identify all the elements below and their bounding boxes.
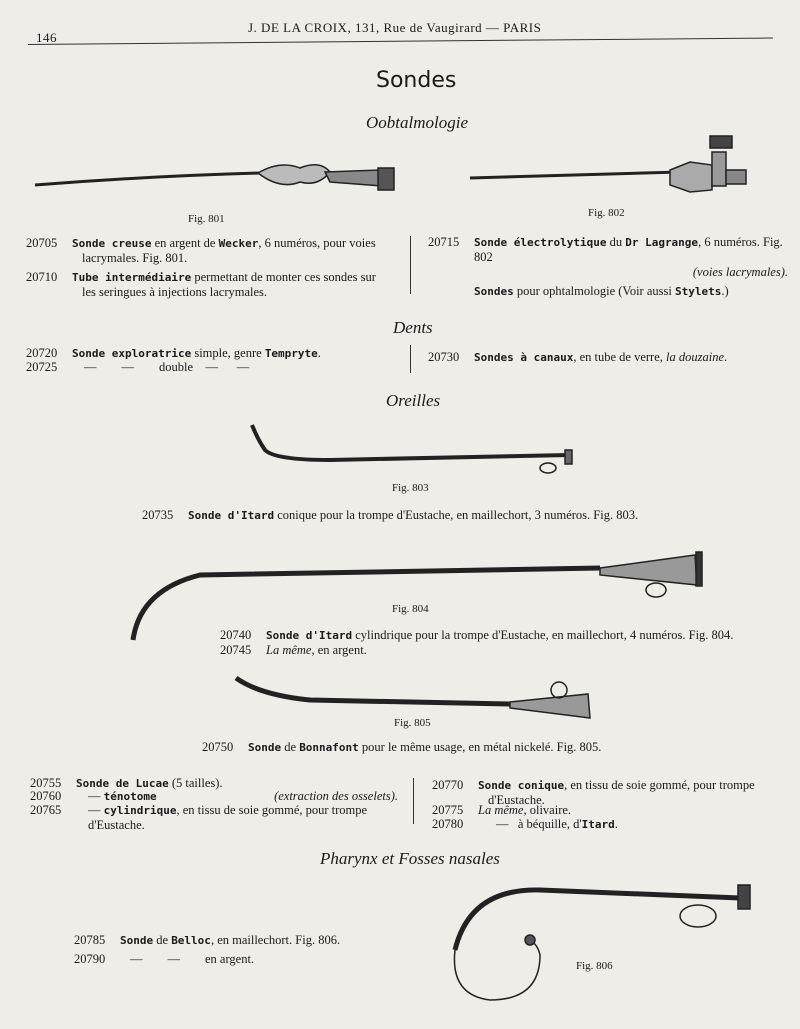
column-divider [410, 236, 411, 294]
catalog-number: 20710 [26, 270, 58, 284]
publisher-header: J. DE LA CROIX, 131, Rue de Vaugirard — PARIS [248, 20, 542, 35]
catalog-entry-sondes-ophtalmologie: Sondes pour ophtalmologie (Voir aussi Stylets.) [474, 284, 729, 298]
page-title: Sondes [376, 68, 457, 93]
catalog-entry-20785: Sonde de Belloc, en maillechort. Fig. 806. [120, 933, 341, 947]
catalog-entry-20790: — — en argent. [130, 952, 255, 966]
catalog-number: 20705 [26, 236, 58, 250]
fig-803-caption: Fig. 803 [392, 482, 429, 494]
catalog-number: 20750 [202, 740, 234, 754]
catalog-number: 20715 [428, 235, 460, 249]
catalog-entry-20735: Sonde d'Itard conique pour la trompe d'Eustache, en maillechort, 3 numéros. Fig. 803. [188, 508, 639, 522]
catalog-number: 20755 [30, 776, 62, 790]
catalog-number: 20745 [220, 643, 252, 657]
catalog-entry-20715: Sonde électrolytique du Dr Lagrange, 6 numéros. Fig. 802 (voies lacrymales). [474, 235, 788, 279]
section-dents: Dents [393, 318, 433, 337]
catalog-number: 20735 [142, 508, 174, 522]
catalog-entry-20745: La même, en argent. [266, 643, 367, 657]
catalog-number: 20765 [30, 803, 62, 817]
catalog-entry-20770: Sonde conique, en tissu de soie gommé, pour trompe d'Eustache. [478, 778, 755, 807]
fig-805-caption: Fig. 805 [394, 717, 431, 729]
section-oreilles: Oreilles [386, 391, 441, 410]
catalog-entry-20775: La même, olivaire. [478, 803, 572, 817]
fig-805-probe-illustration [236, 678, 590, 718]
catalog-number: 20790 [74, 952, 106, 966]
section-ophthalmologie: Oobtalmologie [366, 113, 468, 132]
fig-804-caption: Fig. 804 [392, 603, 429, 615]
catalog-entry-20725: — — double — — [84, 360, 250, 374]
fig-804-probe-illustration [133, 552, 702, 640]
catalog-entry-20705: Sonde creuse en argent de Wecker, 6 numéros, pour voies lacrymales. Fig. 801. [72, 236, 376, 265]
catalog-number: 20785 [74, 933, 106, 947]
catalog-entry-20765: — cylindrique, en tissu de soie gommé, pour trompe d'Eustache. [88, 803, 368, 832]
fig-802-caption: Fig. 802 [588, 207, 625, 219]
fig-803-probe-illustration [252, 425, 572, 473]
fig-801-caption: Fig. 801 [188, 213, 225, 225]
catalog-entry-20750: Sonde de Bonnafont pour le même usage, en métal nickelé. Fig. 805. [248, 740, 602, 754]
catalog-entry-20730: Sondes à canaux, en tube de verre, la douzaine. [474, 350, 728, 364]
fig-806-probe-illustration [454, 885, 750, 1000]
page-number: 146 [36, 30, 57, 45]
catalog-number: 20770 [432, 778, 464, 792]
column-divider [410, 345, 411, 373]
catalog-entry-20780: — à béquille, d'Itard. [496, 817, 618, 831]
catalog-entry-20720: Sonde exploratrice simple, genre Tempryte. [72, 346, 321, 360]
catalog-entry-20760: — ténotome (extraction des osselets). [88, 789, 398, 803]
catalog-entry-20710: Tube intermédiaire permettant de monter ces sondes sur les seringues à injections lacrymales. [72, 270, 376, 299]
catalog-number: 20775 [432, 803, 464, 817]
column-divider [413, 778, 414, 824]
fig-802-probe-illustration [470, 136, 746, 192]
catalog-number: 20780 [432, 817, 464, 831]
catalog-entry-20755: Sonde de Lucae (5 tailles). [76, 776, 223, 790]
catalog-number: 20725 [26, 360, 58, 374]
catalog-number: 20760 [30, 789, 62, 803]
catalog-entry-20740: Sonde d'Itard cylindrique pour la trompe d'Eustache, en maillechort, 4 numéros. Fig. 804. [266, 628, 734, 642]
catalog-number: 20740 [220, 628, 252, 642]
fig-801-probe-illustration [35, 165, 394, 190]
catalog-number: 20730 [428, 350, 460, 364]
fig-806-caption: Fig. 806 [576, 960, 613, 972]
section-pharynx: Pharynx et Fosses nasales [320, 849, 500, 868]
catalog-number: 20720 [26, 346, 58, 360]
